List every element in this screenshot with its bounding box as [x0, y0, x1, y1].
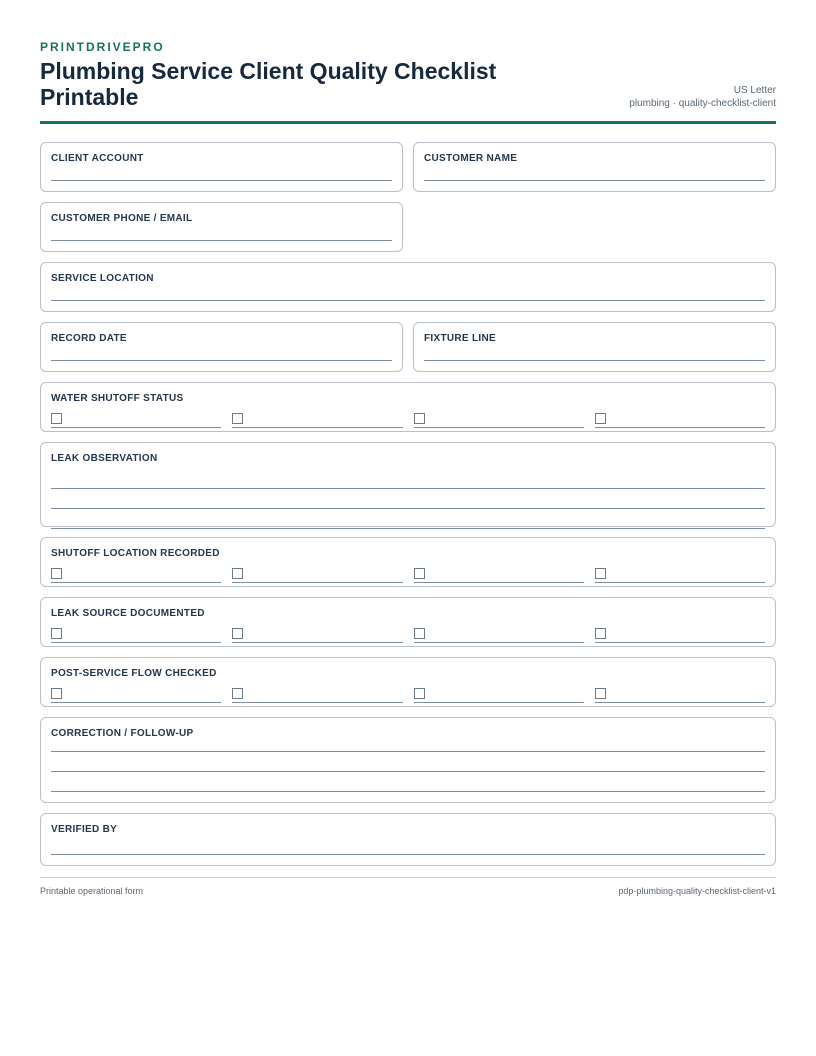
- checkbox-option: [232, 411, 402, 428]
- footer: [40, 877, 776, 896]
- footer-note: Printable operational form: [40, 886, 144, 896]
- checkbox[interactable]: [51, 413, 62, 424]
- post-service-flow-checked-field: [40, 657, 776, 707]
- checkbox-group: [51, 566, 765, 583]
- checkbox-option: [232, 686, 402, 703]
- checkbox[interactable]: [414, 688, 425, 699]
- checkbox[interactable]: [595, 413, 606, 424]
- write-line[interactable]: [51, 489, 765, 509]
- document-tags: plumbing · quality-checklist-client: [629, 98, 776, 109]
- write-line[interactable]: [51, 240, 392, 241]
- correction-follow-up-field: [40, 717, 776, 803]
- service-location-field: [40, 262, 776, 312]
- checkbox[interactable]: [51, 568, 62, 579]
- field-label: VERIFIED BY: [51, 824, 118, 835]
- checkbox[interactable]: [232, 628, 243, 639]
- write-line[interactable]: [51, 360, 392, 361]
- field-label: CUSTOMER NAME: [424, 153, 518, 164]
- checkbox[interactable]: [51, 628, 62, 639]
- field-label: LEAK OBSERVATION: [51, 453, 158, 464]
- paper-size: US Letter: [733, 85, 776, 96]
- checkbox[interactable]: [595, 688, 606, 699]
- field-label: CORRECTION / FOLLOW-UP: [51, 728, 194, 739]
- shutoff-location-recorded-field: [40, 537, 776, 587]
- checkbox-option: [414, 411, 584, 428]
- header: [40, 40, 776, 124]
- field-label: POST-SERVICE FLOW CHECKED: [51, 668, 217, 679]
- checkbox-option: [232, 566, 402, 583]
- checkbox[interactable]: [232, 413, 243, 424]
- leak-observation-field: [40, 442, 776, 527]
- form-grid: [40, 142, 776, 876]
- client-account-field: [40, 142, 403, 192]
- checkbox-option: [414, 566, 584, 583]
- checkbox[interactable]: [414, 628, 425, 639]
- checkbox[interactable]: [232, 688, 243, 699]
- form-id: pdp-plumbing-quality-checklist-client-v1: [618, 886, 776, 896]
- write-line[interactable]: [51, 772, 765, 792]
- checkbox-group: [51, 686, 765, 703]
- customer-name-field: [413, 142, 776, 192]
- leak-source-documented-field: [40, 597, 776, 647]
- checkbox[interactable]: [595, 568, 606, 579]
- checkbox-option: [595, 626, 765, 643]
- checkbox-option: [595, 411, 765, 428]
- fixture-line-field: [413, 322, 776, 372]
- document-meta: [629, 84, 776, 110]
- checkbox-option: [414, 686, 584, 703]
- write-line[interactable]: [51, 752, 765, 772]
- write-line[interactable]: [51, 300, 765, 301]
- verified-by-field: [40, 813, 776, 866]
- checkbox-option: [595, 566, 765, 583]
- checkbox-option: [51, 566, 221, 583]
- write-line[interactable]: [51, 509, 765, 529]
- checkbox-option: [595, 686, 765, 703]
- field-label: SERVICE LOCATION: [51, 273, 154, 284]
- write-line[interactable]: [424, 360, 765, 361]
- checkbox-option: [51, 686, 221, 703]
- write-line[interactable]: [51, 854, 765, 855]
- field-label: FIXTURE LINE: [424, 333, 496, 344]
- write-line[interactable]: [424, 180, 765, 181]
- checkbox[interactable]: [414, 568, 425, 579]
- checkbox-option: [51, 626, 221, 643]
- field-label: CUSTOMER PHONE / EMAIL: [51, 213, 193, 224]
- field-label: SHUTOFF LOCATION RECORDED: [51, 548, 220, 559]
- checkbox[interactable]: [595, 628, 606, 639]
- checkbox-option: [414, 626, 584, 643]
- brand-name: PRINTDRIVEPRO: [40, 40, 165, 54]
- field-label: CLIENT ACCOUNT: [51, 153, 144, 164]
- field-label: RECORD DATE: [51, 333, 127, 344]
- checkbox[interactable]: [414, 413, 425, 424]
- customer-contact-field: [40, 202, 403, 252]
- checkbox[interactable]: [51, 688, 62, 699]
- checkbox[interactable]: [232, 568, 243, 579]
- water-shutoff-status-field: [40, 382, 776, 432]
- field-label: LEAK SOURCE DOCUMENTED: [51, 608, 205, 619]
- record-date-field: [40, 322, 403, 372]
- checkbox-option: [232, 626, 402, 643]
- write-line[interactable]: [51, 465, 765, 489]
- write-line[interactable]: [51, 740, 765, 752]
- write-line[interactable]: [51, 180, 392, 181]
- checkbox-option: [51, 411, 221, 428]
- checkbox-group: [51, 626, 765, 643]
- field-label: WATER SHUTOFF STATUS: [51, 393, 184, 404]
- checkbox-group: [51, 411, 765, 428]
- page-title: Plumbing Service Client Quality Checklist Printable: [40, 58, 497, 110]
